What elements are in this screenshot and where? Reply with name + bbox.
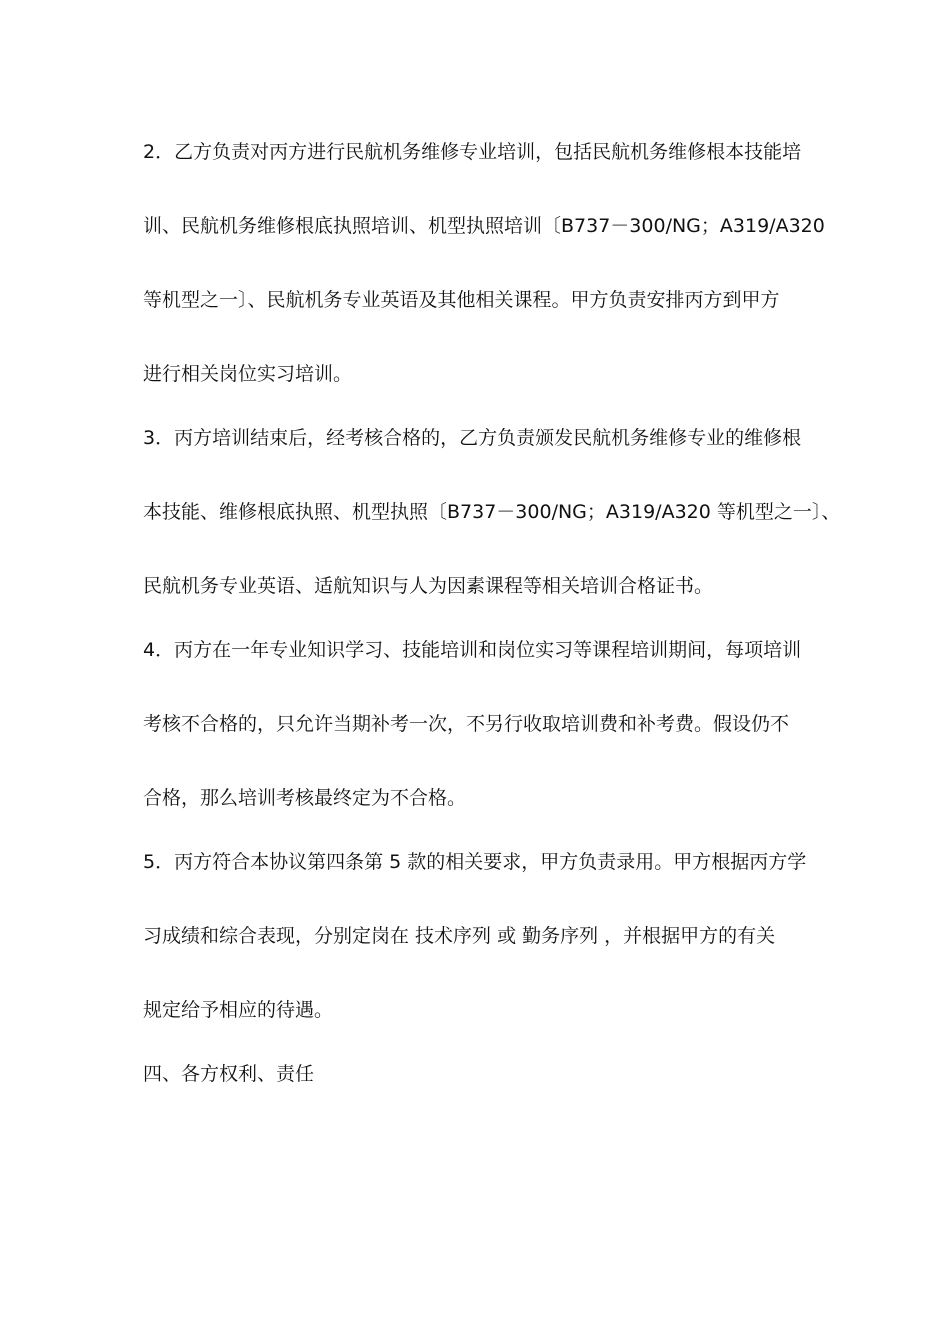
paragraph-3-line-3: 民航机务专业英语、适航知识与人为因素课程等相关培训合格证书。 [143, 575, 714, 597]
paragraph-5-line-1: 5．丙方符合本协议第四条第 5 款的相关要求，甲方负责录用。甲方根据丙方学 [143, 851, 807, 873]
paragraph-2-line-2: 训、民航机务维修根底执照培训、机型执照培训〔B737－300/NG；A319/A320 [143, 215, 825, 237]
paragraph-2-line-3: 等机型之一〕、民航机务专业英语及其他相关课程。甲方负责安排丙方到甲方 [143, 289, 780, 311]
paragraph-5-line-3: 规定给予相应的待遇。 [143, 999, 334, 1021]
section-heading: 四、各方权利、责任 [143, 1063, 315, 1085]
paragraph-2-line-4: 进行相关岗位实习培训。 [143, 363, 353, 385]
paragraph-4-line-1: 4．丙方在一年专业知识学习、技能培训和岗位实习等课程培训期间，每项培训 [143, 639, 802, 661]
paragraph-3-line-2: 本技能、维修根底执照、机型执照〔B737－300/NG；A319/A320 等机型之一〕、 [143, 501, 841, 523]
paragraph-3-line-1: 3．丙方培训结束后，经考核合格的，乙方负责颁发民航机务维修专业的维修根 [143, 427, 802, 449]
paragraph-2-line-1: 2．乙方负责对丙方进行民航机务维修专业培训，包括民航机务维修根本技能培 [143, 141, 802, 163]
paragraph-4-line-2: 考核不合格的，只允许当期补考一次，不另行收取培训费和补考费。假设仍不 [143, 713, 790, 735]
paragraph-5-line-2: 习成绩和综合表现，分别定岗在 技术序列 或 勤务序列 ，并根据甲方的有关 [143, 925, 776, 947]
paragraph-4-line-3: 合格，那么培训考核最终定为不合格。 [143, 787, 467, 809]
